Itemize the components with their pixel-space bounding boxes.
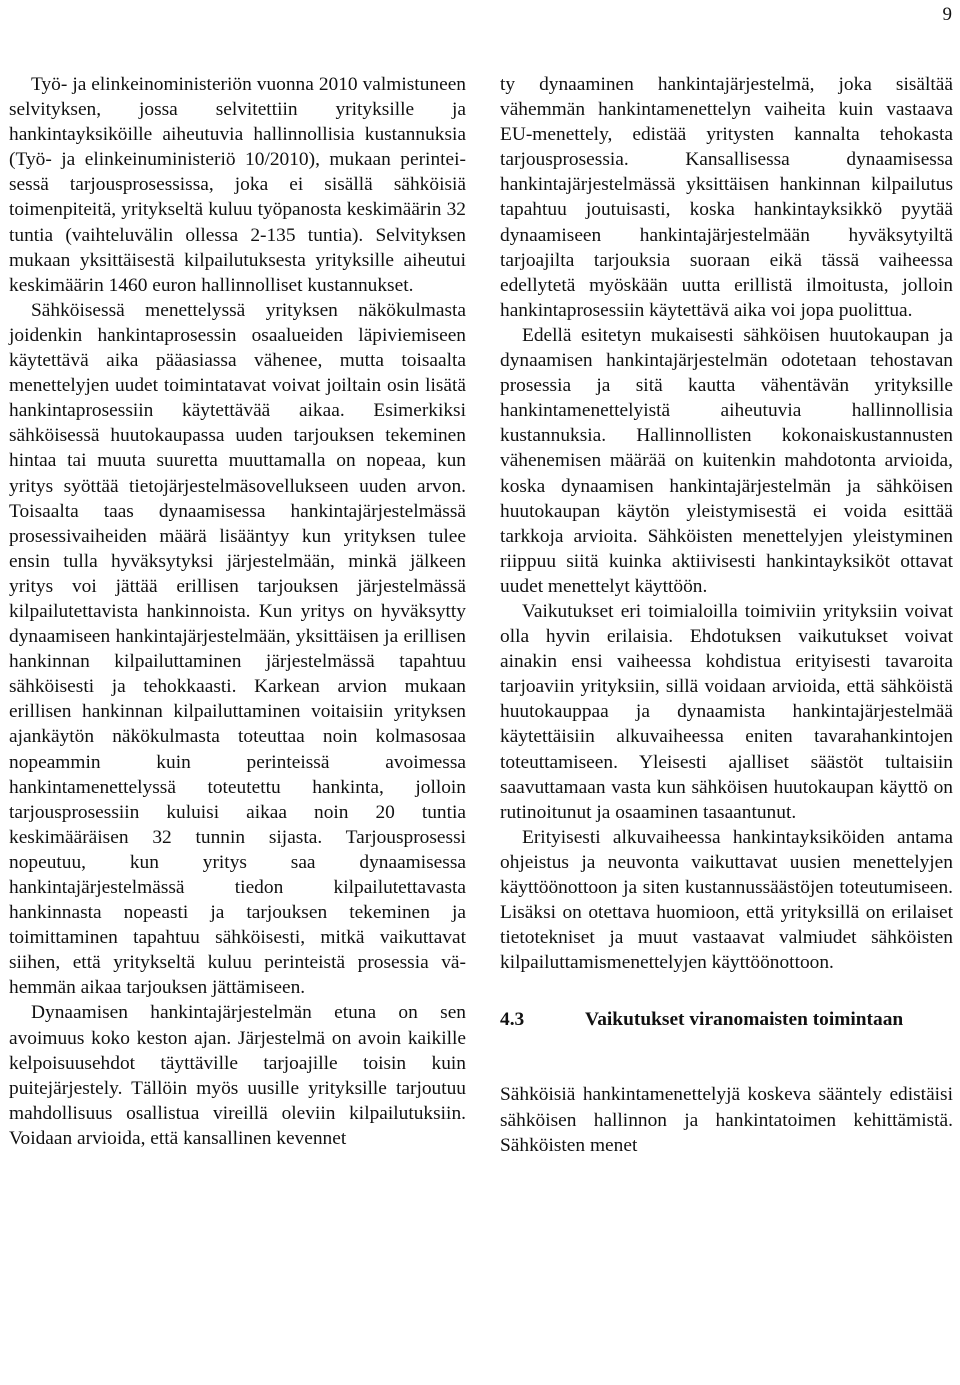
- body-paragraph: Dynaamisen hankintajärjestelmän etuna on sen avoimuus koko keston ajan. Järjestelmä on avoin kaikille kelpoisuusehdot täyttäville tarjoajille toisin kuin puitejärjestely. Tällöin myös uusille yrityksille tarjoutuu mahdollisuus osallistua vireillä oleviin kilpailutuksiin. Voidaan arvioida, että kansallinen kevennet: [9, 1002, 466, 1149]
- body-paragraph: Sähköisessä menettelyssä yrityksen näkökulmasta joidenkin hankintaprosessin osaalueiden läpiviemiseen käytettävä aika pääasiassa vähenee, mutta toisaalta menettelyjen uudet toimintatavat voivat joiltain osin lisätä hankintaprosessiin käytettävää aikaa. Esimerkiksi sähköisessä huutokaupassa uuden tarjouksen tekeminen hintaa tai muuta suuretta muuttamalla on nopeaa, kun yritys syöttää tietojärjestelmäsovellukseen uuden arvon. Toisaalta taas dynaamisessa hankintajärjestelmässä prosessivaiheiden määrä lisääntyy kun yrityksen tulee ensin tulla hyväksytyksi järjestelmään, minkä jälkeen yritys voi jättää erillisen tarjouksen järjestelmässä kilpailutettavista hankinnoista. Kun yritys on hyväksytty dynaamiseen hankintajärjestelmään, yksittäisen ja erillisen hankinnan kilpailuttaminen järjestelmässä tapahtuu sähköisesti ja tehokkaasti. Karkean arvion mukaan erillisen hankinnan kilpailuttaminen voitaisiin yrityksen ajankäytön näkökulmasta toteuttaa noin kolmasosaa nopeammin kuin perinteissä avoimessa hankintamenettelyssä toteutettu hankinta, jolloin tarjousprosessiin kuluisi aikaa noin 20 tuntia keskimääräisen 32 tunnin sijasta. Tarjousprosessi nopeutuu, kun yritys saa dynaamisessa hankintajärjestelmässä tiedon kilpailutettavasta hankinnasta nopeasti ja tarjouksen tekeminen ja toimittaminen tapahtuu sähköisesti, mitkä vaikuttavat siihen, että yritykseltä kuluu perinteistä prosessia vähemmän aikaa tarjouksen jättämiseen.: [9, 299, 466, 999]
- body-paragraph: Vaikutukset eri toimialoilla toimiviin yrityksiin voivat olla hyvin erilaisia. Ehdotuksen vaikutukset voivat ainakin ensi vaiheessa kohdistua erityisesti tavaroita tarjoaviin yrityksiin, sillä voidaan arvioida, että sähköistä huutokauppaa ja dynaamista hankintajärjestelmää käytettäisiin alkuvaiheessa eniten tavarahankintojen toteuttamiseen. Yleisesti ajalliset säästöt tultaisiin saavuttamaan vasta kun sähköisen huutokaupan käyttö on rutinoitunut ja osaaminen tasaantunut.: [500, 600, 953, 823]
- section-title: Vaikutukset viranomaisten toimintaan: [585, 1009, 904, 1031]
- body-paragraph: Edellä esitetyn mukaisesti sähköisen huutokaupan ja dynaamisen hankintajärjestelmän odotetaan tehostavan prosessia ja sitä kautta vähentävän yrityksille hankintamenettelyistä aiheutuvia hallinnollisia kustannuksia. Hallinnollisten kokonaiskustannusten vähenemisen määrää on kuitenkin mahdotonta arvioida, koska dynaamisen hankintajärjestelmän ja sähköisen huutokaupan käytön yleistymisestä ei voida esittää tarkkoja arvioita. Sähköisten menettelyjen yleistyminen riippuu siitä kuinka aktiivisesti hankintayksiköt ottavat uudet menettelyt käyttöön.: [500, 324, 953, 597]
- left-column: [9, 72, 466, 1151]
- body-paragraph: Erityisesti alkuvaiheessa hankintayksiköiden antama ohjeistus ja neuvonta vaikuttavat uusien menettelyjen käyttöönottoon ja siten kustannussäästöjen toteutumiseen. Lisäksi on otettava huomioon, että yrityksillä on erilaiset tietotekniset ja muut vastaavat valmiudet sähköisten kilpailuttamismenettelyjen käyttöönottoon.: [500, 826, 953, 974]
- right-column: [500, 72, 953, 1158]
- continued-paragraph: ty dynaaminen hankintajärjestelmä, joka sisältää vähemmän hankintamenettelyn vaiheita kuin vastaava EU-menettely, edistää yritysten kannalta tehokasta tarjousprosessia. Kansallisessa dynaamisessa hankintajärjestelmässä yksittäisen hankinnan kilpailutus tapahtuu joutuisasti, koska hankintayksikkö pyytää dynaamiseen hankintajärjestelmään hyväksytyiltä tarjoajilta tarjouksia suoraan eikä tässä vaiheessa edellytetä myöskään uutta erillistä ilmoitusta, jolloin hankintaprosessiin käytettävä aika voi jopa puolittua.: [500, 74, 953, 321]
- page-number: 9: [942, 4, 952, 25]
- section-heading: [500, 1007, 953, 1032]
- body-paragraph: Sähköisiä hankintamenettelyjä koskeva sääntely edistäisi sähköisen hallinnon ja hankintatoimen kehittämistä. Sähköisten menet: [500, 1084, 953, 1156]
- section-number: 4.3: [500, 1009, 525, 1031]
- body-paragraph: Työ- ja elinkeinoministeriön vuonna 2010 valmistuneen selvityksen, jossa selvitettiin yrityksille ja hankintayksiköille aiheutuvia hallinnollisia kustannuksia (Työ- ja elinkeinuministeriö 10/2010), mukaan perinteisessä tarjousprosessissa, joka ei sisällä sähköisiä toimenpiteitä, yritykseltä kuluu työpanosta keskimäärin 32 tuntia (vaihteluvälin ollessa 2-135 tuntia). Selvityksen mukaan yksittäisestä kilpailutuksesta yrityksille aiheutui keskimäärin 1460 euron hallinnolliset kustannukset.: [9, 74, 466, 296]
